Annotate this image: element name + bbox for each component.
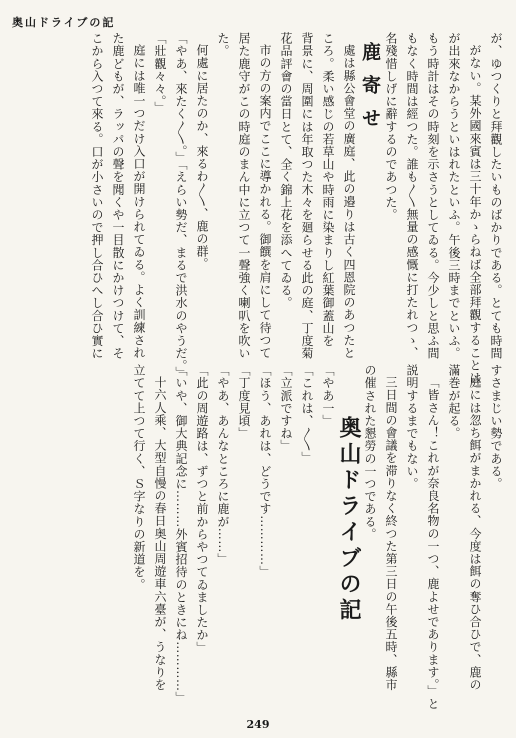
- text-line: 市の方の案内でここに導かれる。御饌を肩にして待つて: [258, 44, 272, 359]
- text-line: 處は縣公會堂の廣庭、此の邉りは古く四恩院のあつたと: [342, 44, 356, 359]
- dialogue-line: 「これは、〳〵」: [300, 364, 314, 465]
- dialogue-line: 「ほう、あれは、どうです…………」: [258, 364, 272, 579]
- text-line: ころ。柔い感じの若草山や時雨に染まりし紅葉御蓋山を: [321, 32, 335, 347]
- text-line: 「皆さん！これが奈良名物の一つ、鹿よせであります。」と: [426, 376, 440, 711]
- text-line: の催された懇勞の一つである。: [363, 364, 377, 541]
- section-heading-shika-yose: 鹿寄せ: [359, 42, 381, 141]
- text-line: 滿巻が起る。: [447, 364, 461, 440]
- text-line: 背景に、周圍には年取つた木々を廻らせる此の庭、丁度菊: [300, 32, 314, 360]
- running-head: 奥山ドライブの記: [12, 16, 116, 29]
- text-line: もなく時間は經つた。誰も〳〵無量の感慨に打たれつゝ、: [405, 32, 419, 359]
- text-line: が、ゆつくりと拜觀したいものばかりである。とても時間: [489, 32, 503, 360]
- page-number: 249: [246, 718, 270, 731]
- text-line: 「壯觀々々。」: [153, 32, 167, 115]
- text-line: 庭には忽ち餌がまかれる、今度は餌の奪ひ合ひで、鹿の: [468, 376, 482, 691]
- text-line: 「やあ、來たく〳〵。」「えらい勢だ、まるで洪水のやうだ。」: [174, 32, 188, 379]
- text-line: 説明するまでもない。: [405, 364, 419, 490]
- text-line: すさまじい勢である。: [489, 364, 503, 490]
- dialogue-line: 「やあ、あんなところに鹿が……」: [216, 364, 230, 566]
- text-line: がない。某外國來賓は三十年かゝらねば全部拜觀することは: [468, 44, 482, 385]
- text-line: 名殘惜しげに辭するのであつた。: [384, 32, 398, 221]
- dialogue-line: 「いや、御大典記念に………外賓招待のときにね…………」: [174, 364, 188, 705]
- dialogue-line: 「此の周遊路は、ずつと前からやつてゐましたか」: [195, 364, 209, 654]
- section-heading-okuyama-drive: 奥山ドライブの記: [336, 416, 362, 624]
- text-line: た鹿どもが、ラッパの聲を聞くや一目散にかけつけて、そ: [111, 32, 125, 360]
- text-line: 立てて上つて行く、Ｓ字なりの新道を。: [132, 364, 146, 591]
- text-line: 花品評會の當日とて、全く錦上花を添へてゐる。: [279, 32, 293, 310]
- dialogue-line: 「やあ一」: [321, 364, 335, 427]
- upper-text-block: [86, 32, 506, 385]
- dialogue-line: 「丁度見頃」: [237, 364, 251, 440]
- text-line: 十六人乘、大型自慢の春日奥山周遊車六臺が、うなりを: [153, 376, 167, 691]
- text-line: 居た鹿守がこの時庭のまん中に立つて一聲強く喇叭を吹い: [237, 32, 251, 360]
- text-line: 何處に居たのか、來るわ〳〵、鹿の群。: [195, 44, 209, 271]
- text-line: 庭には唯一つだけ入口が開けられてゐる。よく訓練され: [132, 44, 146, 359]
- text-line: た。: [216, 32, 230, 58]
- text-line: 三日間の會議を滞りなく終つた第三日の午後五時、縣市: [384, 376, 398, 691]
- text-line: が出來なからうといはれたといふ。午後三時までといふ。: [447, 32, 461, 360]
- dialogue-line: 「立派ですね」: [279, 364, 293, 453]
- text-line: もう時計はその時刻を示さうとしてゐる。今少しと思ふ間: [426, 32, 440, 360]
- text-line: こから入つて來る。口が小さいので押し合ひへし合ひ實に: [90, 32, 104, 360]
- lower-text-block: [128, 364, 506, 711]
